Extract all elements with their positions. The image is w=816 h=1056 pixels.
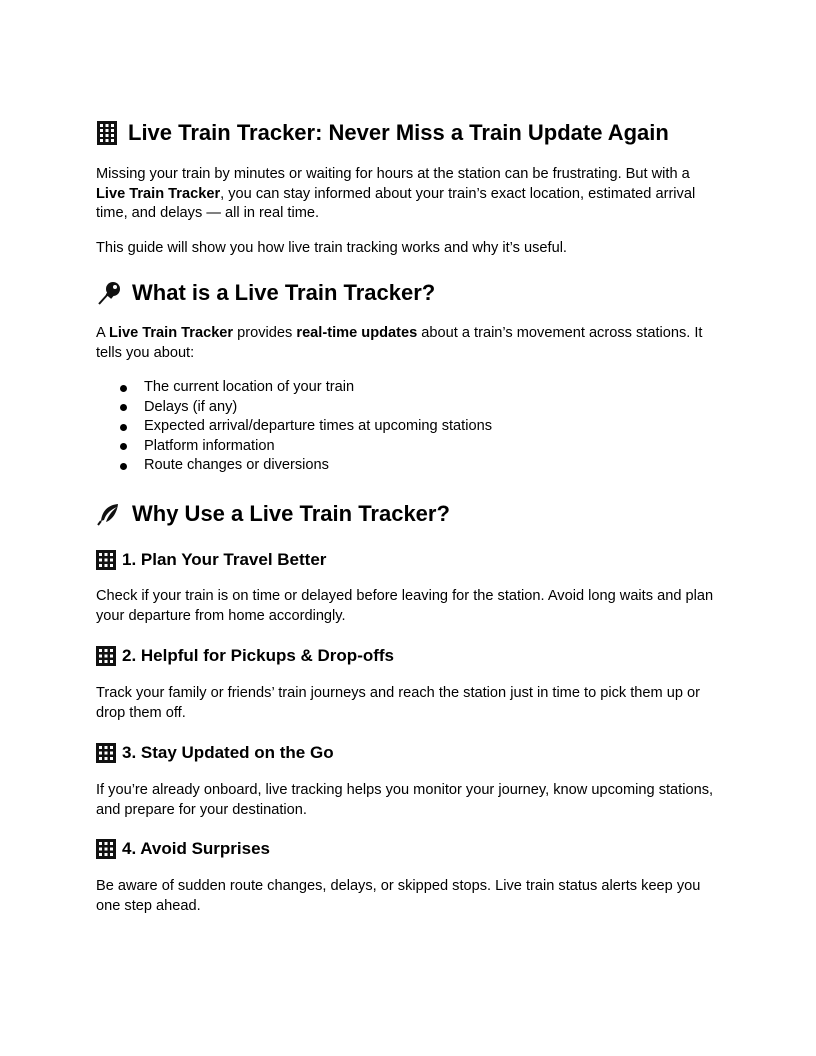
what-text-b: provides: [233, 325, 297, 341]
bullet-icon: [120, 424, 127, 431]
bullet-icon: [120, 443, 127, 450]
feature-list: [96, 378, 492, 476]
section-paragraph-pickups: Track your family or friends’ train journeys and reach the station just in time to pick them up or drop them off.: [96, 685, 701, 721]
list-item: [96, 437, 492, 457]
guide-paragraph: This guide will show you how live train tracking works and why it’s useful.: [96, 240, 567, 256]
list-item: [96, 456, 492, 476]
what-text-a: A: [96, 325, 109, 341]
why-heading-text: Why Use a Live Train Tracker?: [132, 501, 450, 526]
list-item: [96, 398, 492, 418]
what-heading-text: What is a Live Train Tracker?: [132, 280, 436, 305]
grid-icon: [96, 550, 116, 570]
bullet-icon: [120, 404, 127, 411]
what-paragraph: [96, 324, 720, 363]
section-paragraph-surprises: Be aware of sudden route changes, delays, or skipped stops. Live train status alerts keep you one step ahead.: [96, 878, 701, 914]
section-heading-surprises: [96, 838, 270, 860]
page-title-text: Live Train Tracker: Never Miss a Train Update Again: [128, 120, 669, 145]
list-item-text: Expected arrival/departure times at upcoming stations: [144, 418, 492, 434]
pushpin-icon: [96, 280, 122, 306]
what-heading: [96, 279, 435, 307]
intro-text-end: , you can stay informed about your train’s exact location, estimated arrival time, and delays — all in real time.: [96, 185, 696, 221]
what-text-c: about a train’s movement across stations. It tells you about:: [96, 325, 703, 361]
section-paragraph-updated: If you’re already onboard, live tracking helps you monitor your journey, know upcoming stations, and prepare for your destination.: [96, 782, 714, 818]
list-item: [96, 417, 492, 437]
bullet-icon: [120, 463, 127, 470]
section-heading-plan: [96, 549, 326, 571]
section-heading-updated: [96, 742, 334, 764]
section-paragraph-plan: Check if your train is on time or delayed before leaving for the station. Avoid long waits and plan your departure from home accordingly.: [96, 588, 714, 624]
list-item-text: Delays (if any): [144, 398, 238, 415]
section-heading-text: 2. Helpful for Pickups & Drop-offs: [122, 646, 395, 665]
intro-text-start: Missing your train by minutes or waiting for hours at the station can be frustrating. But with a: [96, 166, 690, 182]
feather-icon: [96, 501, 122, 527]
why-heading: [96, 500, 450, 528]
section-heading-pickups: [96, 645, 394, 667]
list-item: [96, 378, 492, 398]
building-icon: [96, 120, 118, 146]
page-title: [96, 119, 669, 147]
grid-icon: [96, 646, 116, 666]
list-item-text: Platform information: [144, 437, 275, 454]
section-heading-text: 3. Stay Updated on the Go: [122, 743, 334, 762]
what-bold-term: Live Train Tracker: [108, 325, 234, 341]
grid-icon: [96, 839, 116, 859]
what-bold-updates: real-time updates: [296, 325, 418, 341]
intro-bold-term: Live Train Tracker: [96, 185, 221, 202]
grid-icon: [96, 743, 116, 763]
section-heading-text: 4. Avoid Surprises: [122, 839, 271, 858]
list-item-text: The current location of your train: [144, 379, 355, 395]
section-heading-text: 1. Plan Your Travel Better: [122, 550, 327, 569]
intro-paragraph: [96, 165, 720, 224]
list-item-text: Route changes or diversions: [144, 457, 329, 473]
bullet-icon: [120, 385, 127, 392]
